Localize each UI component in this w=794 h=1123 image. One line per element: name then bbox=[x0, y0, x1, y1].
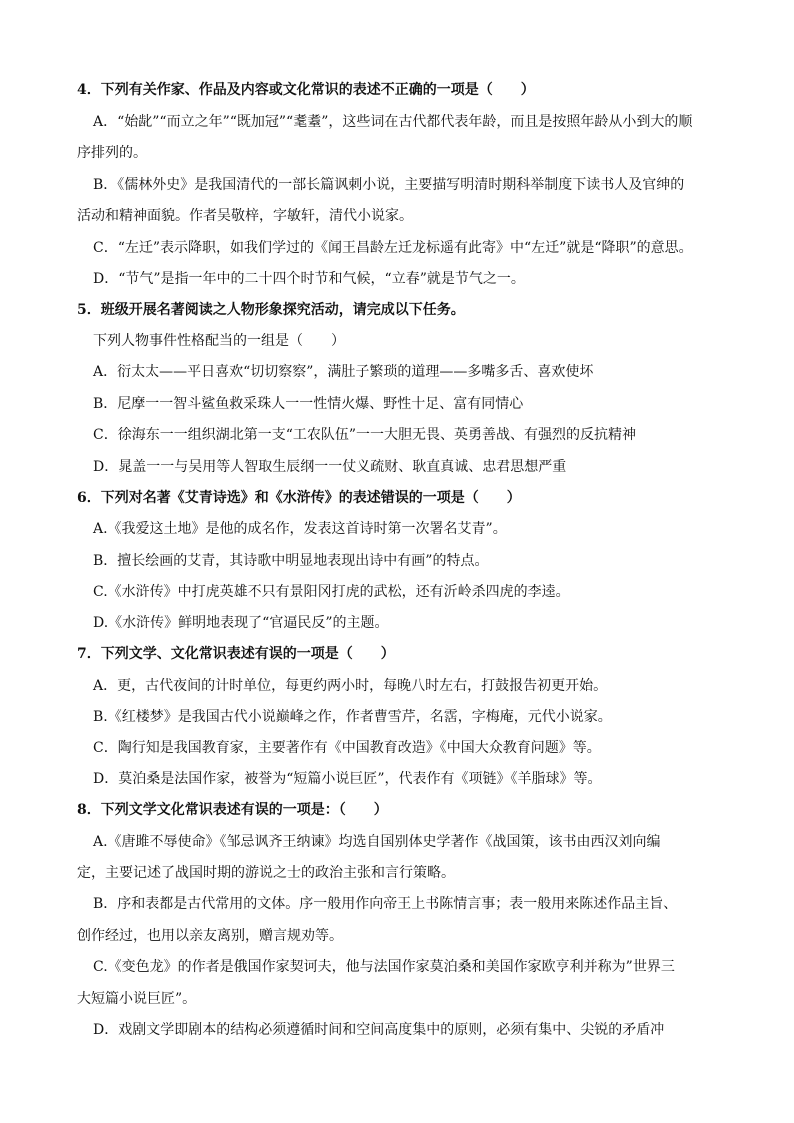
question-7-option-b: B.《红楼梦》是我国古代小说巅峰之作，作者曹雪芹，名霑，字梅庵，元代小说家。 bbox=[93, 709, 612, 725]
question-8-stem: 8．下列文学文化常识表述有误的一项是：（ ） bbox=[77, 802, 388, 818]
question-8-option-b-line1: B．序和表都是古代常用的文体。序一般用作向帝王上书陈情言事；表一般用来陈述作品主旨、 bbox=[93, 896, 678, 912]
question-5-stem: 5．班级开展名著阅读之人物形象探究活动，请完成以下任务。 bbox=[77, 302, 465, 318]
question-7-option-c: C．陶行知是我国教育家，主要著作有《中国教育改造》《中国大众教育问题》等。 bbox=[93, 740, 601, 756]
question-6-stem: 6．下列对名著《艾青诗选》和《水浒传》的表述错误的一项是（ ） bbox=[77, 490, 521, 506]
question-4-option-c: C．“左迁”表示降职，如我们学过的《闻王昌龄左迁龙标遥有此寄》中“左迁”就是“降职”的意思。 bbox=[93, 240, 693, 256]
question-6-option-a: A.《我爱这土地》是他的成名作，发表这首诗时第一次署名艾青”。 bbox=[93, 521, 507, 537]
question-4-stem: 4．下列有关作家、作品及内容或文化常识的表述不正确的一项是（ ） bbox=[77, 82, 535, 98]
question-8-option-c-line1: C.《变色龙》的作者是俄国作家契诃夫，他与法国作家莫泊桑和美国作家欧亨利并称为”世界三 bbox=[93, 959, 675, 975]
question-5-subprompt: 下列人物事件性格配当的一组是（ ） bbox=[93, 333, 345, 349]
question-5-option-a: A．衍太太——平日喜欢“切切察察”，满肚子繁琐的道理——多嘴多舌、喜欢使坏 bbox=[93, 364, 594, 380]
question-8-option-a-line2: 定，主要记述了战国时期的游说之士的政治主张和言行策略。 bbox=[77, 865, 455, 881]
question-4-option-b-line1: B．《儒林外史》是我国清代的一部长篇讽刺小说，主要描写明清时期科举制度下读书人及官绅的 bbox=[93, 177, 685, 193]
question-4-option-b-line2: 活动和精神面貌。作者吴敬梓，字敏轩，清代小说家。 bbox=[77, 208, 413, 224]
question-4-option-d: D．“节气”是指一年中的二十四个时节和气候，“立春”就是节气之一。 bbox=[93, 271, 525, 287]
question-6-option-d: D.《水浒传》鲜明地表现了“官逼民反”的主题。 bbox=[93, 615, 389, 631]
question-6-option-b: B．擅长绘画的艾青，其诗歌中明显地表现出诗中有画”的特点。 bbox=[93, 553, 489, 569]
question-5-option-b: B．尼摩一一智斗鲨鱼救采珠人一一性情火爆、野性十足、富有同情心 bbox=[93, 396, 524, 412]
question-6-option-c: C.《水浒传》中打虎英雄不只有景阳冈打虎的武松，还有沂岭杀四虎的李逵。 bbox=[93, 584, 570, 600]
question-5-option-c: C．徐海东一一组织湖北第一支“工农队伍”一一大胆无畏、英勇善战、有强烈的反抗精神 bbox=[93, 427, 637, 443]
question-8-option-d-line1: D．戏剧文学即剧本的结构必须遵循时间和空间高度集中的原则，必须有集中、尖锐的矛盾冲 bbox=[93, 1022, 665, 1038]
question-8-option-a-line1: A.《唐雎不辱使命》《邹忌讽齐王纳谏》均选自国别体史学著作《战国策，该书由西汉刘向编 bbox=[93, 834, 661, 850]
question-4-option-a-line1: A．“始龀”“而立之年”“既加冠”“耄耋”，这些词在古代都代表年龄，而且是按照年龄从小到大的顺 bbox=[93, 114, 693, 130]
question-7-option-a: A．更，古代夜间的计时单位，每更约两小时，每晚八时左右，打鼓报告初更开始。 bbox=[93, 678, 608, 694]
question-4-option-a-line2: 序排列的。 bbox=[77, 145, 147, 161]
question-8-option-c-line2: 大短篇小说巨匠”。 bbox=[77, 991, 197, 1007]
question-5-option-d: D．晁盖一一与吴用等人智取生辰纲一一仗义疏财、耿直真诚、忠君思想严重 bbox=[93, 459, 567, 475]
question-8-option-b-line2: 创作经过，也用以亲友离别，赠言规劝等。 bbox=[77, 928, 343, 944]
question-7-option-d: D．莫泊桑是法国作家，被誉为“短篇小说巨匠”，代表作有《项链》《羊脂球》等。 bbox=[93, 771, 602, 787]
question-7-stem: 7．下列文学、文化常识表述有误的一项是（ ） bbox=[77, 646, 395, 662]
